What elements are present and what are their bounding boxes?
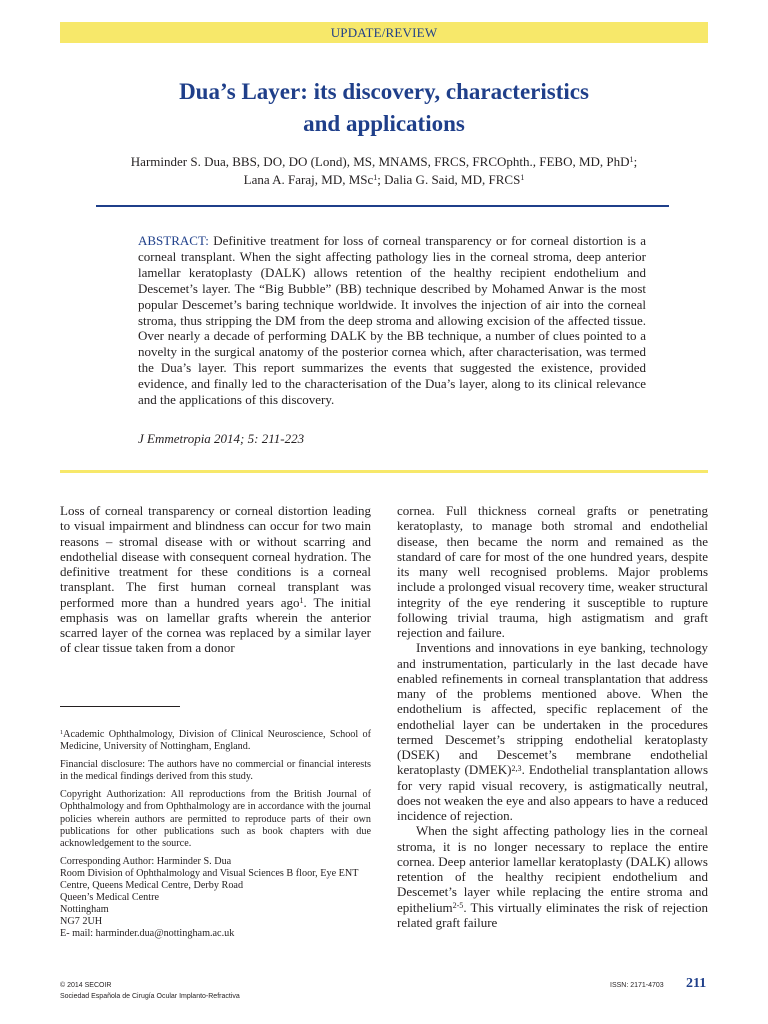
- abstract-text: Definitive treatment for loss of corneal transparency or for corneal distortion is a corneal transplant. When the sight affecting pathology lies in the corneal stroma, deep anterior lamellar keratoplasty (DALK) allows retention of the healthy recipient endothelium and Descemet’s layer. The “Big Bubble” (BB) technique described by Mohamed Anwar is the most popular Descemet’s baring technique worldwide. It involves the injection of air into the corneal stroma, thus stripping the DM from the deep stroma and allowing excision of the affected tissue. Over nearly a decade of performing DALK by the BB technique, a number of clues pointed to a novelty in the surgical anatomy of the posterior cornea which, after characterisation, was termed the Dua’s layer. This report summarizes the events that suggested the existence, provided evidence, and finally led to the characterisation of the Dua’s layer, along to its clinical relevance and the applications of this discovery.: [138, 233, 647, 408]
- corresponding-address-line: Nottingham: [60, 904, 109, 916]
- journal-citation: J Emmetropia 2014; 5: 211-223: [138, 431, 305, 446]
- body-paragraph: [397, 823, 708, 930]
- body-column-right: [397, 503, 708, 930]
- corresponding-address-line: NG7 2UH: [60, 916, 103, 928]
- abstract-label: ABSTRACT:: [138, 233, 209, 248]
- author-line-2: [60, 171, 708, 189]
- body-text: . This virtually eliminates the risk of rejection related graft failure: [397, 899, 708, 930]
- body-text: . Endothelial transplantation allows for very rapid visual recovery, is astigmatically neutral, does not weaken the eye and also appears to have a reduced incidence of rejection.: [397, 762, 708, 823]
- body-text: Inventions and innovations in eye banking, technology and instrumentation, particularly in the last decade have enabled refinements in corneal transplantation that address many of the problems mentioned above. When the endothelium is affected, specific replacement of the endothelial layer can be undertaken in the procedures termed Descemet’s stripping endothelial keratoplasty (DSEK) and Descemet’s membrane endothelial keratoplasty (DMEK): [397, 640, 708, 778]
- author-faraj-affiliation: 1: [373, 173, 378, 183]
- title-divider: [96, 205, 669, 207]
- footnote-copyright: Copyright Authorization: All reproductions from the British Journal of Ophthalmology and from Ophthalmology are in accordance with the journal policies wherein authors are permitted to reproduce parts of their own publications for other publications such as book chapters with due acknowledgement to the source.: [60, 789, 371, 849]
- body-text: Loss of corneal transparency or corneal distortion leading to visual impairment and blindness can occur for two main reasons – stromal disease with or without scarring and endothelial disease with consequent corneal hydration. The definitive treatment for these conditions is a corneal transplant. The first human corneal transplant was performed more than a hundred years ago: [60, 503, 371, 610]
- corresponding-address-line: Queen’s Medical Centre: [60, 892, 160, 904]
- author-separator: ;: [633, 154, 638, 169]
- body-text: . The initial emphasis was on lamellar grafts wherein the anterior scarred layer of the cornea was replaced by a similar layer of clear tissue taken from a donor: [60, 594, 371, 656]
- footer-society: Sociedad Española de Cirugía Ocular Implanto-Refractiva: [60, 993, 240, 1000]
- author-said: ; Dalia G. Said, MD, FRCS: [377, 172, 521, 187]
- footnote-disclosure: Financial disclosure: The authors have no commercial or financial interests in the medical findings derived from this study.: [60, 759, 371, 783]
- author-dua: Harminder S. Dua, BBS, DO, DO (Lond), MS, MNAMS, FRCS, FRCOphth., FEBO, MD, PhD: [130, 154, 630, 169]
- affiliation-marker: 1: [60, 729, 64, 737]
- abstract: [138, 233, 646, 408]
- author-dua-affiliation: 1: [629, 155, 634, 165]
- author-said-affiliation: 1: [520, 173, 525, 183]
- body-paragraph: cornea. Full thickness corneal grafts or penetrating keratoplasty, to manage both stromal and endothelial disease, then became the norm and remained as the standard of care for most of the one hundred years, despite its many well recognised problems. Major problems include a prolonged visual recovery time, weaker structural integrity of the eye rendering it susceptible to rupture following trivial trauma, high astigmatism and graft rejection and failure.: [397, 503, 708, 640]
- corresponding-author-line: Corresponding Author: Harminder S. Dua: [60, 855, 232, 867]
- reference-marker: 2-5: [452, 900, 464, 910]
- footer-copyright: © 2014 SECOIR: [60, 982, 112, 989]
- author-line-1: [60, 153, 708, 171]
- footnote-affiliation: [60, 729, 371, 753]
- corresponding-author-block: [60, 856, 371, 941]
- footnotes: [60, 729, 371, 941]
- footnote-rule: [60, 706, 180, 707]
- body-paragraph: [60, 503, 371, 656]
- reference-marker: 2,3: [511, 763, 522, 773]
- reference-marker: 1: [299, 595, 304, 605]
- corresponding-email: E- mail: harminder.dua@nottingham.ac.uk: [60, 928, 235, 940]
- body-paragraph: [397, 640, 708, 823]
- section-banner: [60, 22, 708, 43]
- section-label: UPDATE/REVIEW: [330, 25, 438, 40]
- article-title-line-2: and applications: [303, 111, 465, 136]
- abstract-divider: [60, 470, 708, 473]
- footer-issn: ISSN: 2171-4703: [610, 982, 664, 989]
- corresponding-address-line: Room Division of Ophthalmology and Visual Sciences B floor, Eye ENT Centre, Queens Medical Centre, Derby Road: [60, 867, 359, 892]
- article-title-line-1: Dua’s Layer: its discovery, characteristics: [179, 79, 589, 104]
- body-text: When the sight affecting pathology lies in the corneal stroma, it is no longer necessary to replace the entire cornea. Deep anterior lamellar keratoplasty (DALK) allows retention of the healthy recipient endothelium and Descemet’s layer while replacing the entire stroma and epithelium: [397, 823, 708, 915]
- author-faraj: Lana A. Faraj, MD, MSc: [243, 172, 374, 187]
- page-number: 211: [686, 976, 707, 991]
- affiliation-text: Academic Ophthalmology, Division of Clinical Neuroscience, School of Medicine, University of Nottingham, England.: [60, 729, 371, 753]
- body-column-left: [60, 503, 371, 656]
